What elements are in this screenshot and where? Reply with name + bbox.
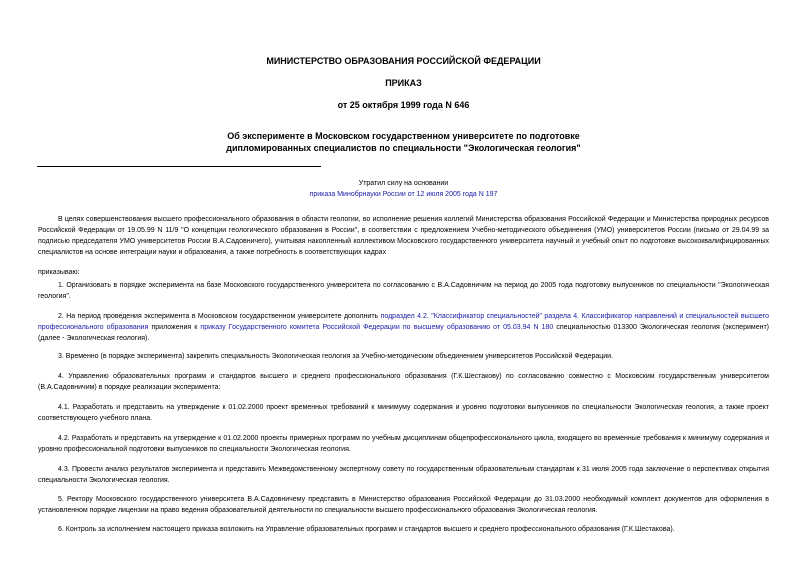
paragraph-2-text-c: специальностью 013300 Экологическая геология (эксперимент) (далее - Экологическая геология).: [38, 324, 769, 342]
paragraph-4-2: 4.2. Разработать и представить на утверждение к 01.02.2000 проекты примерных программ по учебным дисциплинам общепрофессионального цикла, входящего во временные требования к минимуму содержания и уровню профессиональной подготовки выпускников по специальности Экологическая геология.: [38, 435, 769, 453]
repeal-notice: [300, 178, 507, 200]
repeal-order-link[interactable]: приказа Минобрнауки России от 12 июля 2005 года N 197: [309, 191, 498, 198]
ministry-heading: МИНИСТЕРСТВО ОБРАЗОВАНИЯ РОССИЙСКОЙ ФЕДЕРАЦИИ: [266, 56, 541, 66]
paragraph-3: 3. Временно (в порядке эксперимента) закрепить специальность Экологическая геология за Учебно-методическим объединением университетов Российской Федерации.: [58, 353, 614, 360]
paragraph-4-3: 4.3. Провести анализ результатов эксперимента и представить Межведомственному экспертному совету по государственным образовательным стандартам к 31 июля 2005 года заключение о перспективах открытия специальности Экологическая геология.: [38, 466, 769, 484]
paragraph-1: 1. Организовать в порядке эксперимента на базе Московского государственного университета по согласованию с В.А.Садовничим на период до 2005 года подготовку выпускников по специальности "Экологическая геология".: [38, 282, 769, 300]
classifier-link[interactable]: подраздел 4.2. "Классификатор специальностей" раздела 4. Классификатор направлений и специальностей высшего профессионального образования: [38, 313, 769, 331]
order-heading: ПРИКАЗ: [385, 78, 422, 88]
preamble-paragraph: В целях совершенствования высшего профессионального образования в области геологии, во исполнение решения коллегий Министерства образования Российской Федерации и Министерства природных ресурсов Российской Федерации от 19.05.99 N 11/9 "О концепции геологического образования в России", в соответствии с предложением Учебно-методического объединения (УМО) университетов России (письмо от 29.04.99 за подписью председателя УМО университетов России В.А.Садовничего), учитывая накопленный коллективом Московского государственного университета научный и учебный опыт по подготовке высококвалифицированных специалистов на основе интеграции науки и образования, а также потребность в соответствующих кадрах: [38, 216, 769, 256]
repeal-status: Утратил силу на основании: [358, 180, 449, 187]
paragraph-2-text-b: приложения к: [148, 324, 201, 331]
order-word: приказываю:: [38, 269, 80, 276]
paragraph-4-1: 4.1. Разработать и представить на утверждение к 01.02.2000 проект временных требований к минимуму содержания и уровню подготовки выпускников по специальности Экологическая геология, а также проект соответствующего учебного плана.: [38, 404, 769, 422]
order-title-line-1: Об эксперименте в Московском государственном университете по подготовке: [227, 131, 580, 141]
order-title: [150, 130, 657, 154]
order-date-number: от 25 октября 1999 года N 646: [337, 100, 470, 110]
paragraph-4: 4. Управлению образовательных программ и стандартов высшего и среднего профессионального образования (Г.К.Шестакову) по согласованию совместно с Московским государственным университетом (В.А.Садовничим) в порядке реализации эксперимента:: [38, 373, 769, 391]
order-title-line-2: дипломированных специалистов по специальности "Экологическая геология": [226, 143, 581, 153]
paragraph-6: 6. Контроль за исполнением настоящего приказа возложить на Управление образовательных программ и стандартов высшего и среднего профессионального образования (Г.К.Шестакова).: [58, 526, 675, 533]
separator-line: [37, 166, 321, 167]
goskomvuz-order-link[interactable]: приказу Государственного комитета Российской Федерации по высшему образованию от 05.03.94 N 180: [200, 324, 554, 331]
paragraph-2-text-a: 2. На период проведения эксперимента в Московском государственном университете дополнить: [58, 313, 381, 320]
paragraph-5: 5. Ректору Московского государственного университета В.А.Садовничему представить в Министерство образования Российской Федерации до 31.03.2000 необходимый комплект документов для оформления в установленном порядке лицензии на право ведения образовательной деятельности по специальности высшего профессионального образования Экологическая геология.: [38, 496, 769, 514]
paragraph-2: [38, 311, 769, 344]
